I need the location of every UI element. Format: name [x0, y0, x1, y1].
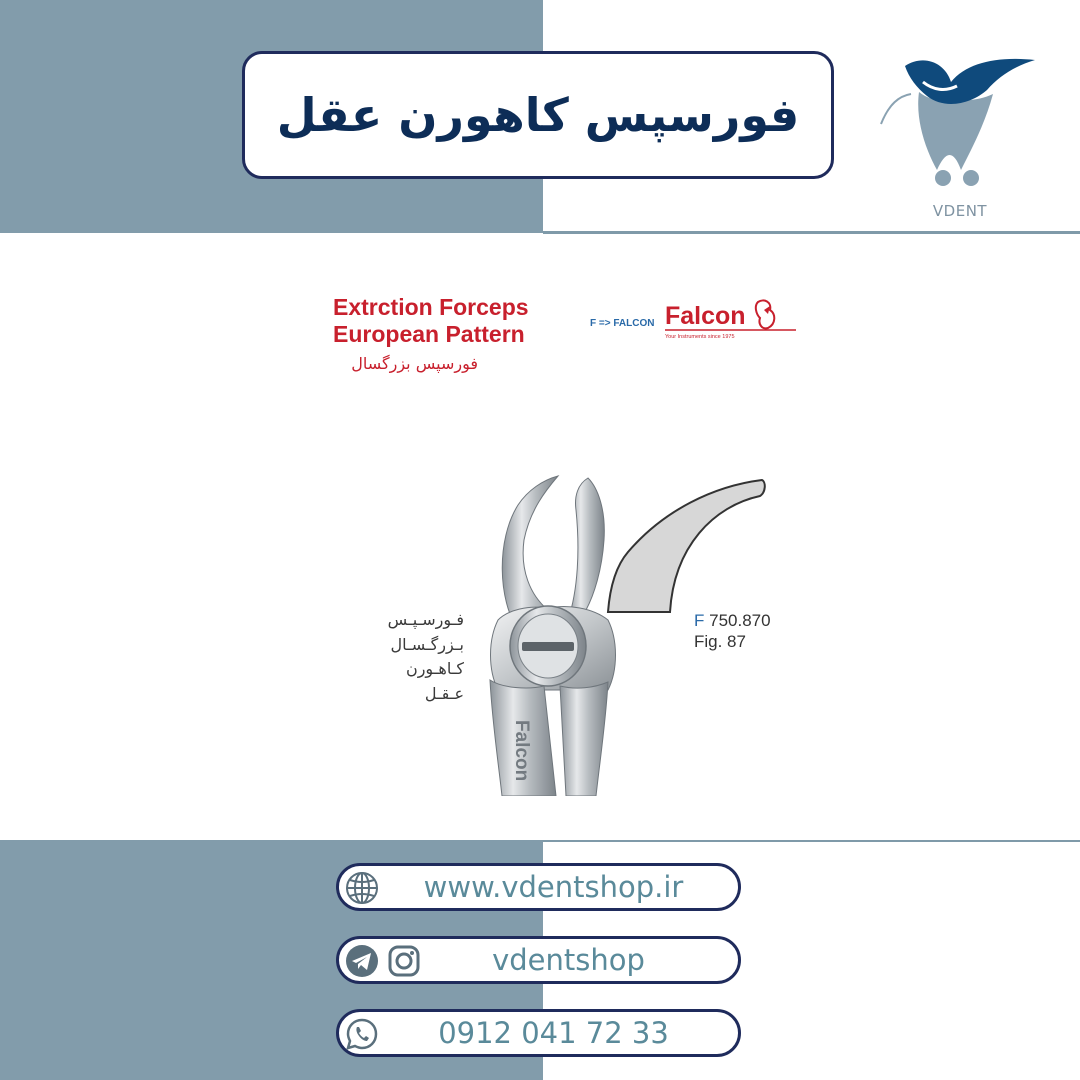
- code-prefix: F: [694, 611, 705, 630]
- website-pill[interactable]: [336, 863, 741, 911]
- social-pill[interactable]: [336, 936, 741, 984]
- falcon-tagline: Your Instruments since 1975: [665, 334, 735, 340]
- forceps-engraving: Falcon: [511, 720, 532, 782]
- product-code: [694, 610, 771, 652]
- falcon-logo: [664, 296, 804, 346]
- vdent-logo: [875, 52, 1045, 192]
- fa-caption-line: کـاهـورن: [405, 659, 464, 678]
- figure-number: Fig. 87: [694, 632, 746, 651]
- phone-number[interactable]: 0912 041 72 33: [438, 1016, 669, 1050]
- fa-caption-line: بـزرگـسـال: [390, 634, 464, 654]
- product-title-line2: European Pattern: [333, 321, 525, 347]
- falcon-wordmark: Falcon: [665, 302, 746, 330]
- telegram-icon[interactable]: [345, 944, 379, 978]
- header-divider: [543, 231, 1080, 234]
- page-title-box: [242, 51, 834, 179]
- whatsapp-icon: [345, 1017, 379, 1051]
- code-number: 750.870: [709, 611, 771, 630]
- fa-caption-line: عـقـل: [424, 683, 464, 703]
- footer-divider: [543, 840, 1080, 842]
- fa-caption-line: فـورسـپـس: [387, 610, 464, 629]
- website-link[interactable]: www.vdentshop.ir: [423, 870, 684, 904]
- code-key-label: F => FALCON: [590, 318, 655, 329]
- brand-name: VDENT: [932, 202, 988, 220]
- phone-pill[interactable]: [336, 1009, 741, 1057]
- social-handle[interactable]: vdentshop: [492, 943, 645, 977]
- beak-profile: [604, 476, 769, 616]
- product-title-line1: Extrction Forceps: [333, 294, 529, 320]
- product-title-fa: فورسپس بزرگسال: [351, 354, 478, 373]
- fa-caption: [376, 608, 464, 706]
- product-title-en: [333, 294, 529, 348]
- globe-icon: [345, 871, 379, 905]
- page-title: فورسپس کاهورن عقل: [276, 88, 800, 142]
